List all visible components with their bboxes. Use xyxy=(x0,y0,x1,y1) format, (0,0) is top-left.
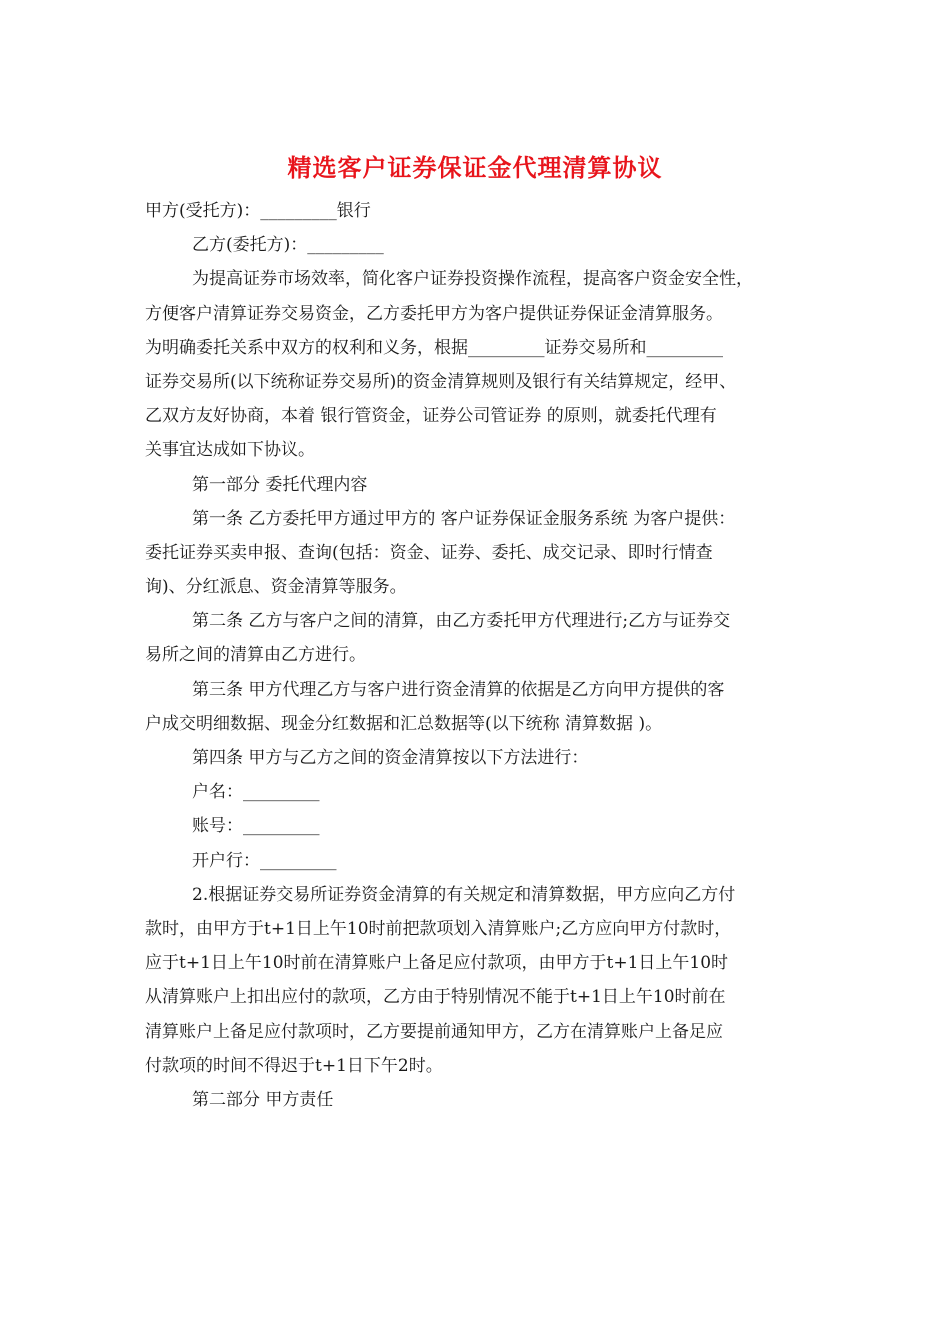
text-line: 方便客户清算证券交易资金，乙方委托甲方为客户提供证券保证金清算服务。 xyxy=(145,303,723,324)
document-body xyxy=(145,194,815,1117)
text-line: 2.根据证券交易所证券资金清算的有关规定和清算数据，甲方应向乙方付 xyxy=(192,884,736,905)
text-line: 账号：_________ xyxy=(192,816,320,837)
text-line: 付款项的时间不得迟于t+1日下午2时。 xyxy=(145,1055,443,1076)
text-line: 第一条 乙方委托甲方通过甲方的 客户证券保证金服务系统 为客户提供： xyxy=(192,508,736,529)
text-line: 应于t+1日上午10时前在清算账户上备足应付款项，由甲方于t+1日上午10时 xyxy=(145,953,729,974)
text-line: 开户行：_________ xyxy=(192,850,337,871)
text-line: 款时，由甲方于t+1日上午10时前把款项划入清算账户;乙方应向甲方付款时， xyxy=(145,918,732,939)
text-line: 委托证券买卖申报、查询(包括：资金、证券、委托、成交记录、即时行情查 xyxy=(145,542,713,563)
text-line: 第二部分 甲方责任 xyxy=(192,1089,334,1110)
text-line: 乙方(委托方)：_________ xyxy=(192,235,384,256)
text-line: 证券交易所(以下统称证券交易所)的资金清算规则及银行有关结算规定，经甲、 xyxy=(145,371,737,392)
text-line: 乙双方友好协商，本着 银行管资金，证券公司管证券 的原则，就委托代理有 xyxy=(145,406,717,427)
text-line: 第四条 甲方与乙方之间的资金清算按以下方法进行： xyxy=(192,748,589,768)
text-line: 询)、分红派息、资金清算等服务。 xyxy=(145,577,407,598)
text-line: 易所之间的清算由乙方进行。 xyxy=(145,645,366,666)
text-line: 第三条 甲方代理乙方与客户进行资金清算的依据是乙方向甲方提供的客 xyxy=(192,679,725,700)
text-line: 从清算账户上扣出应付的款项，乙方由于特别情况不能于t+1日上午10时前在 xyxy=(145,987,726,1008)
document-title: 精选客户证券保证金代理清算协议 xyxy=(287,153,663,182)
text-line: 为提高证券市场效率，简化客户证券投资操作流程，提高客户资金安全性， xyxy=(192,269,753,290)
text-line: 户名：_________ xyxy=(192,782,320,803)
text-line: 户成交明细数据、现金分红数据和汇总数据等(以下统称 清算数据 )。 xyxy=(145,713,663,734)
text-line: 第二条 乙方与客户之间的清算，由乙方委托甲方代理进行;乙方与证券交 xyxy=(192,611,731,632)
text-line: 关事宜达成如下协议。 xyxy=(145,440,315,461)
text-line: 第一部分 委托代理内容 xyxy=(192,474,368,495)
text-line: 清算账户上备足应付款项时，乙方要提前通知甲方，乙方在清算账户上备足应 xyxy=(145,1021,723,1042)
text-line: 甲方(受托方)：_________银行 xyxy=(145,201,371,221)
text-line: 为明确委托关系中双方的权利和义务，根据_________证券交易所和_________ xyxy=(145,337,723,358)
